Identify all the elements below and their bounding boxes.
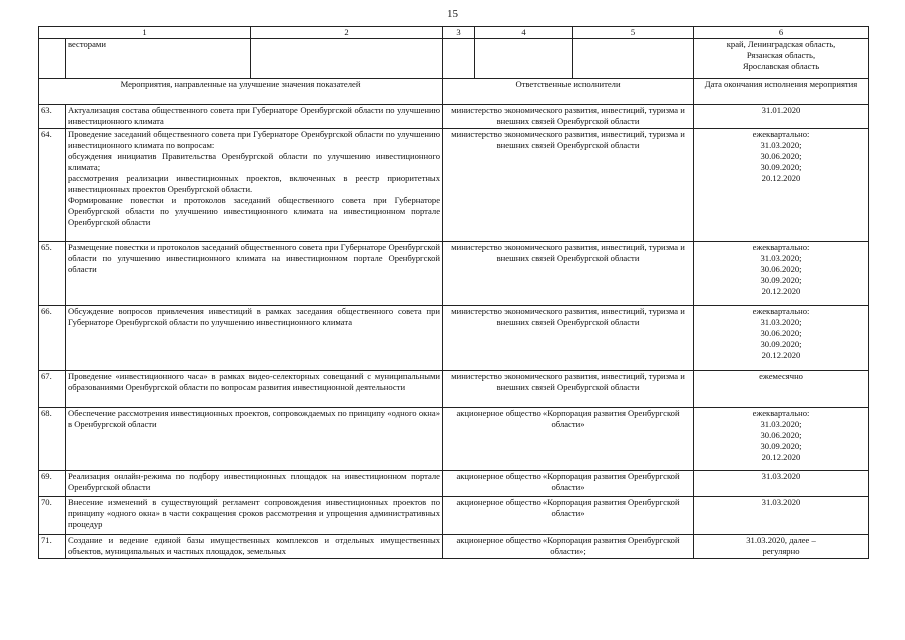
carry-over-text: весторами [66,39,251,79]
column-number-2: 2 [251,27,443,39]
section-header-row [39,79,869,105]
deadline-text: 31.03.2020 [694,497,869,535]
row-number: 67. [39,371,66,408]
measure-text: Обеспечение рассмотрения инвестиционных проектов, сопровождаемых по принципу «одного окна» в Оренбургской области [66,408,443,471]
table-row [39,371,869,408]
column-number-row [39,27,869,39]
table-row [39,408,869,471]
measure-text: Проведение «инвестиционного часа» в рамках видео-селекторных совещаний с муниципальными образованиями Оренбургской области по вопросам развития инвестиционной деятельности [66,371,443,408]
measure-text: Проведение заседаний общественного совета при Губернаторе Оренбургской области по улучшению инвестиционного климата по вопросам: обсуждения инициатив Правительства Оренбургской области по улучшению инвестиционного климата; рассмотрения реализации инвестиционных проектов, включенных в реестр приоритетных инвестиционных проектов Оренбургской области. Формирование повестки и протоколов заседаний общественного совета при Губернаторе Оренбургской области по улучшению инвестиционного климата на инвестиционном портале Оренбургской области [66,129,443,242]
measure-text: Внесение изменений в существующий регламент сопровождения инвестиционных проектов по принципу «одного окна» в части сокращения сроков рассмотрения и упрощения административных процедур [66,497,443,535]
column-number-3: 3 [443,27,475,39]
deadline-text: ежеквартально: 31.03.2020; 30.06.2020; 30.09.2020; 20.12.2020 [694,242,869,306]
table-row [39,306,869,371]
row-number: 63. [39,105,66,129]
row-number: 64. [39,129,66,242]
executor-text: министерство экономического развития, инвестиций, туризма и внешних связей Оренбургской области [443,306,694,371]
column-number-6: 6 [694,27,869,39]
executors-header: Ответственные исполнители [443,79,694,105]
measure-text: Актуализация состава общественного совета при Губернаторе Оренбургской области по улучшению инвестиционного климата [66,105,443,129]
carry-over-regions: край, Ленинградская область, Рязанская область, Ярославская область [694,39,869,79]
table-row [39,129,869,242]
executor-text: министерство экономического развития, инвестиций, туризма и внешних связей Оренбургской области [443,129,694,242]
column-number-1: 1 [39,27,251,39]
executor-text: министерство экономического развития, инвестиций, туризма и внешних связей Оренбургской области [443,242,694,306]
deadline-text: ежемесячно [694,371,869,408]
row-number: 66. [39,306,66,371]
row-number: 65. [39,242,66,306]
page-number: 15 [447,8,458,20]
deadline-header: Дата окончания исполнения мероприятия [694,79,869,105]
column-number-4: 4 [475,27,573,39]
table-row [39,242,869,306]
deadline-text: 31.01.2020 [694,105,869,129]
table-row [39,535,869,559]
column-number-5: 5 [573,27,694,39]
measures-header: Мероприятия, направленные на улучшение значения показателей [39,79,443,105]
table-row [39,105,869,129]
measure-text: Создание и ведение единой базы имущественных комплексов и отдельных имущественных объектов, муниципальных и частных площадок, земельных [66,535,443,559]
table-row [39,471,869,497]
deadline-text: 31.03.2020, далее – регулярно [694,535,869,559]
measure-text: Обсуждение вопросов привлечения инвестиций в рамках заседания общественного совета при Губернаторе Оренбургской области по улучшению инвестиционного климата [66,306,443,371]
executor-text: акционерное общество «Корпорация развития Оренбургской области» [443,471,694,497]
executor-text: акционерное общество «Корпорация развития Оренбургской области» [443,408,694,471]
executor-text: акционерное общество «Корпорация развития Оренбургской области» [443,497,694,535]
carry-over-row [39,39,869,79]
measure-text: Размещение повестки и протоколов заседаний общественного совета при Губернаторе Оренбургской области по улучшению инвестиционного климата на инвестиционном портале Оренбургской области [66,242,443,306]
row-number: 71. [39,535,66,559]
deadline-text: ежеквартально: 31.03.2020; 30.06.2020; 30.09.2020; 20.12.2020 [694,129,869,242]
table-row [39,497,869,535]
row-number: 70. [39,497,66,535]
measure-text: Реализация онлайн-режима по подбору инвестиционных площадок на инвестиционном портале Оренбургской области [66,471,443,497]
deadline-text: ежеквартально: 31.03.2020; 30.06.2020; 30.09.2020; 20.12.2020 [694,306,869,371]
deadline-text: ежеквартально: 31.03.2020; 30.06.2020; 30.09.2020; 20.12.2020 [694,408,869,471]
executor-text: министерство экономического развития, инвестиций, туризма и внешних связей Оренбургской области [443,371,694,408]
executor-text: акционерное общество «Корпорация развития Оренбургской области»; [443,535,694,559]
deadline-text: 31.03.2020 [694,471,869,497]
executor-text: министерство экономического развития, инвестиций, туризма и внешних связей Оренбургской области [443,105,694,129]
row-number: 69. [39,471,66,497]
row-number: 68. [39,408,66,471]
measures-table [38,26,869,559]
